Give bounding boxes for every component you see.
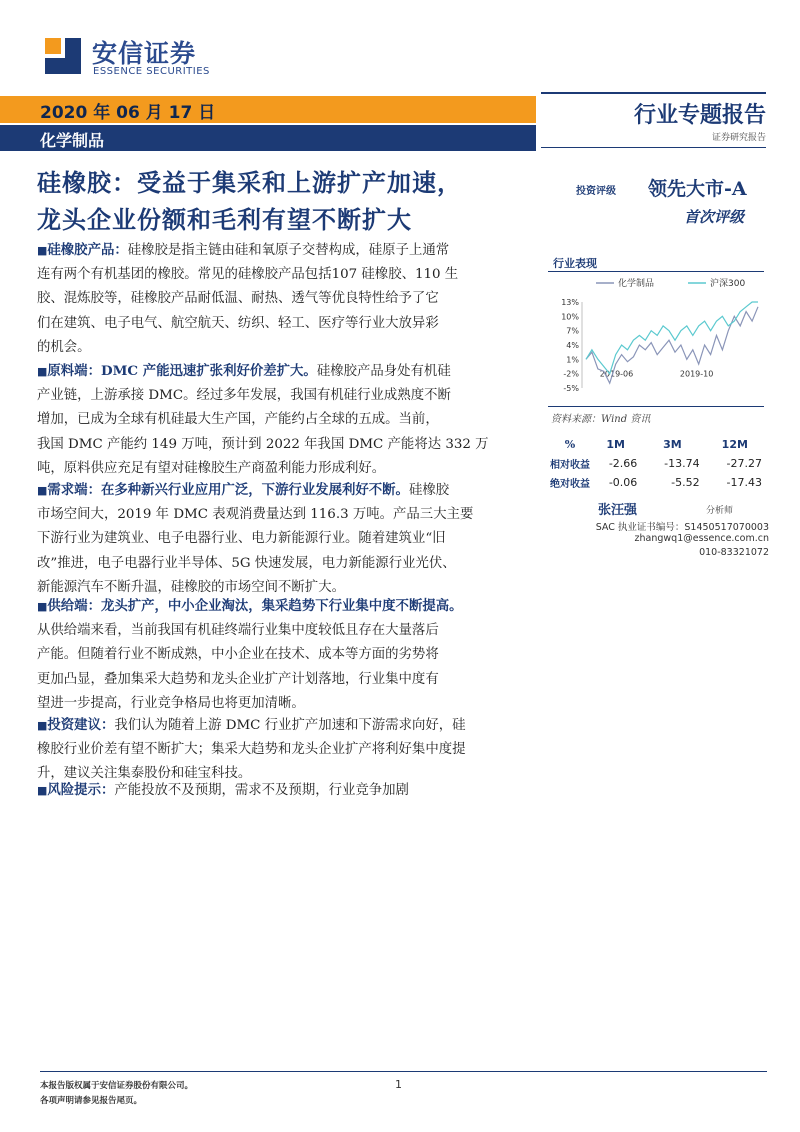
paragraph-product: ■硅橡胶产品：硅橡胶是指主链由硅和氧原子交替构成，硅原子上通常 连有两个有机基团的橡胶。常见的硅橡胶产品包括107 硅橡胶、110 生 胶、混炼胶等，硅橡胶产品耐低温、耐热、透气等优良特性给予了它 们在建筑、电子电气、航空航天、纺织、轻工、医疗等行业大放异彩 的机会。 bbox=[37, 242, 459, 355]
rating-value: 领先大市-A bbox=[648, 178, 747, 200]
rating-note: 首次评级 bbox=[684, 208, 745, 226]
table-cell: -0.06 bbox=[608, 476, 638, 489]
analyst-phone: 010-83321072 bbox=[699, 547, 769, 558]
report-title-line2: 龙头企业份额和毛利有望不断扩大 bbox=[37, 205, 412, 234]
brand-name-en: ESSENCE SECURITIES bbox=[93, 66, 210, 77]
bullet-icon: ■ bbox=[37, 600, 48, 613]
legend-label-industry: 化学制品 bbox=[618, 279, 655, 289]
table-header-cell: 12M bbox=[721, 438, 748, 451]
paragraph-lead: 风险提示： bbox=[47, 782, 115, 798]
table-cell: -13.74 bbox=[664, 457, 700, 470]
sector-name: 化学制品 bbox=[40, 131, 105, 150]
table-header-cell: 3M bbox=[663, 438, 682, 451]
y-tick-label: -5% bbox=[563, 384, 579, 393]
analyst-email[interactable]: zhangwq1@essence.com.cn bbox=[634, 533, 769, 544]
paragraph-raw-material: ■原料端：DMC 产能迅速扩张利好价差扩大。硅橡胶产品身处有机硅 产业链，上游承接 DMC。经过多年发展，我国有机硅行业成熟度不断 增加，已成为全球有机硅最大生产国，产能约占全球的五成。当前， 我国 DMC 产能约 149 万吨，预计到 2022 年我国 DMC 产能将达 332 万 吨，原料供应充足有望对硅橡胶生产商盈利能力形成利好。 bbox=[37, 363, 489, 476]
x-tick-label: 2019-06 bbox=[599, 369, 634, 379]
series-line-1 bbox=[586, 302, 758, 374]
analyst-sac: SAC 执业证书编号：S1450517070003 bbox=[595, 522, 769, 533]
paragraph-demand: ■需求端：在多种新兴行业应用广泛，下游行业发展利好不断。硅橡胶 市场空间大，2019 年 DMC 表观消费量达到 116.3 万吨。产品三大主要 下游行业为建筑业、电子电器行业、电力新能源行业。随着建筑业“旧 改”推进，电子电器行业半导体、5G 快速发展，电力新能源行业光伏、 新能源汽车不断升温，硅橡胶的市场空间不断扩大。 bbox=[37, 482, 474, 595]
brand-name: 安信证券 bbox=[92, 39, 197, 68]
table-header-row bbox=[550, 435, 766, 454]
divider bbox=[548, 406, 764, 407]
paragraph-investment: ■投资建议：我们认为随着上游 DMC 行业扩产加速和下游需求向好，硅 橡胶行业价差有望不断扩大；集采大趋势和龙头企业扩产将利好集中度提 升，建议关注集泰股份和硅宝科技。 bbox=[37, 717, 466, 782]
perf-title: 行业表现 bbox=[553, 257, 597, 270]
y-tick-label: -2% bbox=[563, 369, 579, 379]
rating-label: 投资评级 bbox=[576, 186, 616, 197]
footer-divider bbox=[40, 1071, 767, 1072]
y-tick-label: 10% bbox=[561, 312, 579, 322]
row-label: 相对收益 bbox=[550, 460, 590, 471]
table-cell: -27.27 bbox=[726, 457, 762, 470]
returns-table bbox=[550, 435, 766, 492]
paragraph-risk: ■风险提示：产能投放不及预期，需求不及预期，行业竞争加剧 bbox=[37, 782, 409, 798]
table-row bbox=[550, 454, 766, 473]
report-date: 2020 年 06 月 17 日 bbox=[40, 103, 216, 123]
chart-source: 资料来源：Wind 资讯 bbox=[551, 414, 651, 425]
y-tick-label: 7% bbox=[566, 326, 579, 336]
x-tick-label: 2019-10 bbox=[679, 369, 714, 379]
bullet-icon: ■ bbox=[37, 484, 48, 497]
footer-copyright: 本报告版权属于安信证券股份有限公司。 bbox=[40, 1081, 194, 1091]
footer-disclaimer: 各项声明请参见报告尾页。 bbox=[40, 1096, 143, 1106]
divider bbox=[548, 271, 764, 272]
bullet-icon: ■ bbox=[37, 784, 48, 797]
bullet-icon: ■ bbox=[37, 719, 48, 732]
paragraph-supply: ■供给端：龙头扩产，中小企业淘汰，集采趋势下行业集中度不断提高。 从供给端来看，当前我国有机硅终端行业集中度较低且存在大量落后 产能。但随着行业不断成熟，中小企业在技术、成本等方面的劣势将 更加凸显，叠加集采大趋势和龙头企业扩产计划落地，行业集中度有 望进一步提高，行业竞争格局也将更加清晰。 bbox=[37, 598, 463, 711]
y-tick-label: 1% bbox=[566, 355, 579, 365]
report-subtype: 证券研究报告 bbox=[711, 133, 766, 143]
page-number: 1 bbox=[395, 1078, 402, 1091]
analyst-name: 张汪强 bbox=[598, 503, 638, 518]
y-tick-label: 13% bbox=[561, 298, 579, 307]
table-header-cell: % bbox=[564, 438, 576, 451]
bullet-icon: ■ bbox=[37, 244, 48, 257]
paragraph-lead: 原料端：DMC 产能迅速扩张利好价差扩大。 bbox=[47, 363, 317, 379]
report-title-line1: 硅橡胶：受益于集采和上游扩产加速， bbox=[37, 168, 462, 197]
row-label: 绝对收益 bbox=[550, 479, 590, 490]
divider bbox=[541, 92, 766, 94]
perf-chart bbox=[548, 274, 764, 404]
analyst-role: 分析师 bbox=[706, 506, 734, 516]
paragraph-lead: 投资建议： bbox=[47, 717, 115, 733]
paragraph-lead: 需求端：在多种新兴行业应用广泛，下游行业发展利好不断。 bbox=[47, 482, 409, 498]
table-cell: -2.66 bbox=[608, 457, 638, 470]
bullet-icon: ■ bbox=[37, 365, 48, 378]
paragraph-lead: 供给端：龙头扩产，中小企业淘汰，集采趋势下行业集中度不断提高。 bbox=[47, 598, 463, 614]
paragraph-lead: 硅橡胶产品： bbox=[47, 242, 128, 258]
divider bbox=[541, 147, 766, 148]
brand-logo-icon bbox=[43, 36, 83, 76]
table-row bbox=[550, 473, 766, 492]
legend-label-index: 沪深300 bbox=[710, 279, 746, 289]
y-tick-label: 4% bbox=[566, 341, 579, 350]
report-type: 行业专题报告 bbox=[633, 102, 766, 128]
table-header-cell: 1M bbox=[606, 438, 625, 451]
table-cell: -5.52 bbox=[671, 476, 700, 489]
table-cell: -17.43 bbox=[726, 476, 762, 489]
